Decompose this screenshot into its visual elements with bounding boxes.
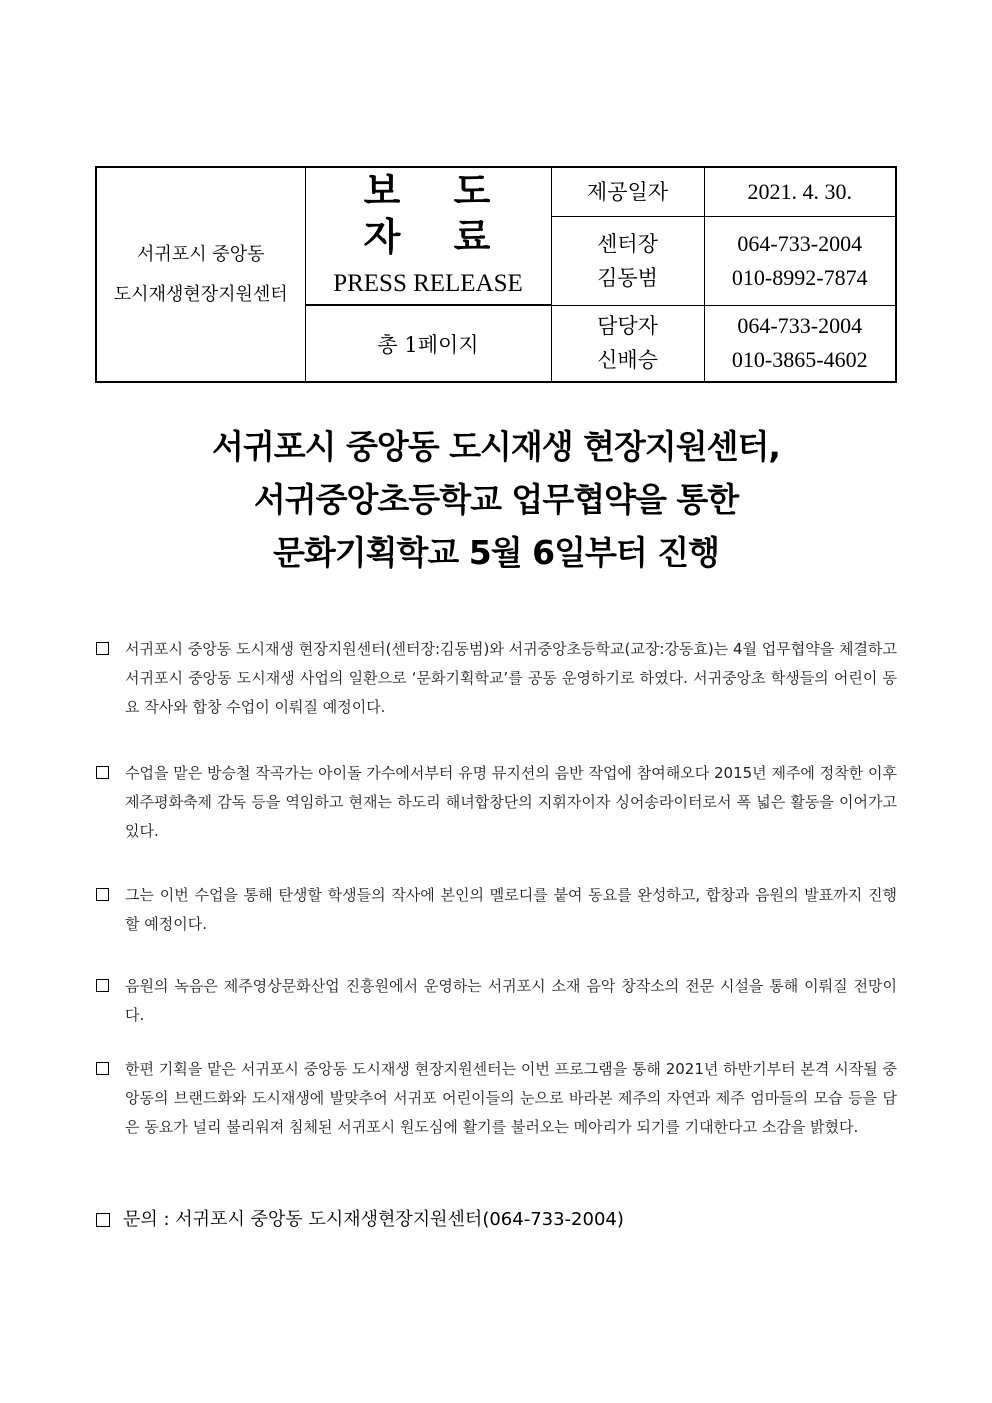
director-phone-cell — [704, 217, 896, 305]
paragraph-text: 서귀포시 중앙동 도시재생 현장지원센터(센터장:김동범)와 서귀중앙초등학교(교장:강동효)는 4월 업무협약을 체결하고 서귀포시 중앙동 도시재생 사업의 일환으로 ‘문화기획학교’를 공동 운영하기로 하였다. 서귀중앙초 학생들의 어린이 동요 작사와 합창 수업이 이뤄질 예정이다. — [125, 640, 897, 716]
press-header-table — [95, 166, 897, 383]
paragraph-text: 한편 기획을 맡은 서귀포시 중앙동 도시재생 현장지원센터는 이번 프로그램을 통해 2021년 하반기부터 본격 시작될 중앙동의 브랜드화와 도시재생에 발맞추어 서귀포 어린이들의 눈으로 바라본 제주의 자연과 제주 엄마들의 모습 등을 담은 동요가 널리 불리워져 침체된 서귀포시 원도심에 활기를 불러오는 메아리가 되기를 기대한다고 소감을 밝혔다. — [125, 1060, 897, 1136]
body-paragraph — [95, 635, 897, 722]
director-phone-mobile: 010-8992-7874 — [731, 264, 868, 290]
body-paragraph — [95, 1055, 897, 1142]
press-release-subtitle: PRESS RELEASE — [333, 270, 523, 297]
staff-phone-cell — [704, 305, 896, 382]
director-name: 김동범 — [597, 265, 658, 290]
checkbox-bullet-icon — [96, 642, 109, 655]
paragraph-text: 수업을 맡은 방승철 작곡가는 아이돌 가수에서부터 유명 뮤지션의 음반 작업에 참여해오다 2015년 제주에 정착한 이후 제주평화축제 감독 등을 역임하고 현재는 하도리 해녀합창단의 지휘자이자 싱어송라이터로서 폭 넓은 활동을 이어가고 있다. — [125, 764, 897, 840]
body-paragraph — [95, 972, 897, 1030]
page-count: 총 1페이지 — [305, 305, 551, 382]
checkbox-bullet-icon — [96, 979, 109, 992]
staff-name: 신배승 — [597, 348, 658, 373]
headline-line: 서귀포시 중앙동 도시재생 현장지원센터, — [212, 427, 780, 466]
date-value: 2021. 4. 30. — [704, 167, 896, 217]
checkbox-bullet-icon — [96, 1213, 110, 1227]
checkbox-bullet-icon — [96, 1062, 109, 1075]
organization-name: 서귀포시 중앙동 — [137, 243, 265, 265]
headline-line: 문화기획학교 5월 6일부터 진행 — [273, 533, 719, 572]
contact-line — [95, 1205, 897, 1235]
checkbox-bullet-icon — [96, 888, 109, 901]
date-label: 제공일자 — [551, 167, 704, 217]
staff-cell — [551, 305, 704, 382]
body-paragraph — [95, 881, 897, 939]
headline — [0, 420, 992, 579]
director-phone-office: 064-733-2004 — [737, 230, 863, 256]
director-cell — [551, 217, 704, 305]
paragraph-text: 음원의 녹음은 제주영상문화산업 진흥원에서 운영하는 서귀포시 소재 음악 창작소의 전문 시설을 통해 이뤄질 전망이다. — [125, 977, 897, 1024]
body-paragraph — [95, 759, 897, 846]
organization-cell — [96, 167, 305, 382]
contact-text: 문의 : 서귀포시 중앙동 도시재생현장지원센터(064-733-2004) — [123, 1209, 624, 1230]
press-release-title: 보 도 자 료 — [363, 168, 511, 259]
director-role: 센터장 — [597, 231, 658, 256]
staff-role: 담당자 — [597, 314, 658, 339]
press-release-cell — [305, 167, 551, 305]
checkbox-bullet-icon — [96, 766, 109, 779]
staff-phone-mobile: 010-3865-4602 — [731, 347, 868, 373]
organization-center: 도시재생현장지원센터 — [113, 283, 288, 305]
headline-line: 서귀중앙초등학교 업무협약을 통한 — [253, 480, 739, 519]
staff-phone-office: 064-733-2004 — [737, 313, 863, 339]
paragraph-text: 그는 이번 수업을 통해 탄생할 학생들의 작사에 본인의 멜로디를 붙여 동요를 완성하고, 합창과 음원의 발표까지 진행 할 예정이다. — [125, 886, 897, 933]
